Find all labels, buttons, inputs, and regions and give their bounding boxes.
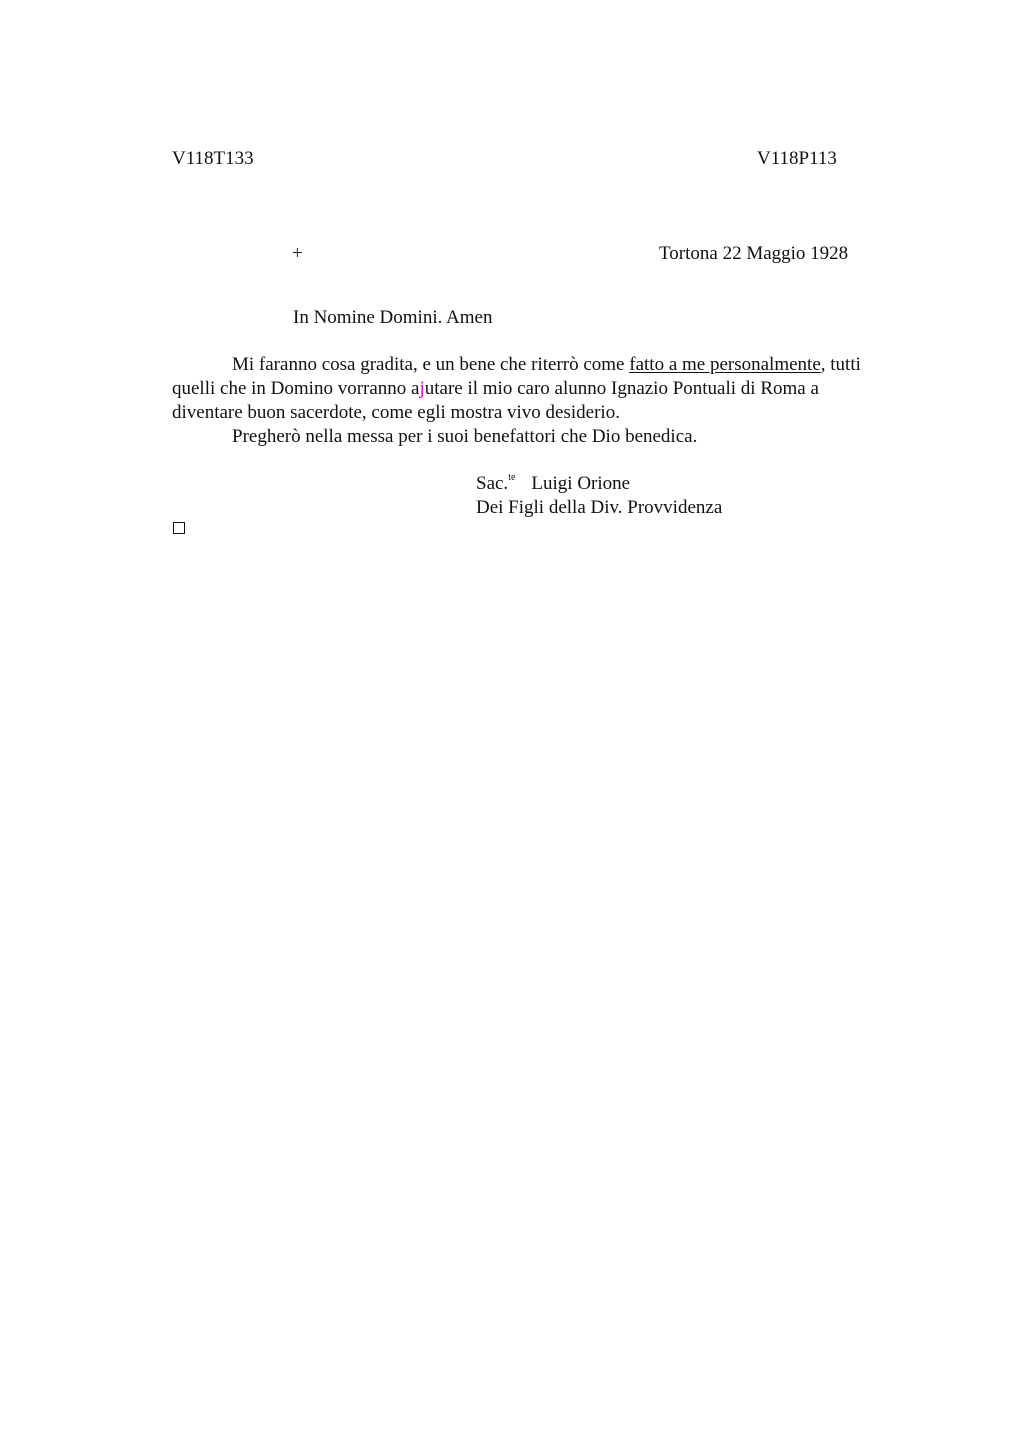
p1-line3: diventare buon sacerdote, come egli mostra vivo desiderio. bbox=[172, 402, 620, 423]
document-code-right: V118P113 bbox=[757, 148, 837, 169]
p1-line2 bbox=[112, 377, 819, 401]
p1-line1-end: , tutti bbox=[820, 354, 861, 375]
letter-paragraph-2: Pregherò nella messa per i suoi benefattori che Dio benedica. bbox=[232, 426, 698, 447]
letter-paragraph-1 bbox=[172, 353, 932, 425]
signature-title-superscript: te bbox=[508, 472, 516, 483]
document-code-left: V118T133 bbox=[172, 148, 254, 169]
p1-line2-end: utare il mio caro alunno Ignazio Pontuali di Roma a bbox=[424, 378, 819, 399]
signature-title: Sac. bbox=[476, 473, 509, 494]
signature-congregation: Dei Figli della Div. Provvidenza bbox=[476, 497, 723, 518]
place-date-line: Tortona 22 Maggio 1928 bbox=[659, 243, 849, 264]
signature-name: Luigi Orione bbox=[531, 473, 631, 494]
signature-name-line bbox=[476, 472, 722, 496]
underlined-phrase: fatto a me personalmente bbox=[629, 354, 821, 375]
highlighted-letter: j bbox=[419, 378, 425, 399]
p1-line1-text: Mi faranno cosa gradita, e un bene che riterrò come bbox=[232, 354, 630, 375]
invocation-line: In Nomine Domini. Amen bbox=[293, 307, 493, 328]
letter-body bbox=[172, 353, 932, 449]
cross-symbol: + bbox=[292, 243, 303, 264]
end-marker-box bbox=[173, 522, 185, 534]
signature-block bbox=[476, 472, 722, 520]
p1-line2-text: quelli che in Domino vorranno a bbox=[172, 378, 420, 399]
